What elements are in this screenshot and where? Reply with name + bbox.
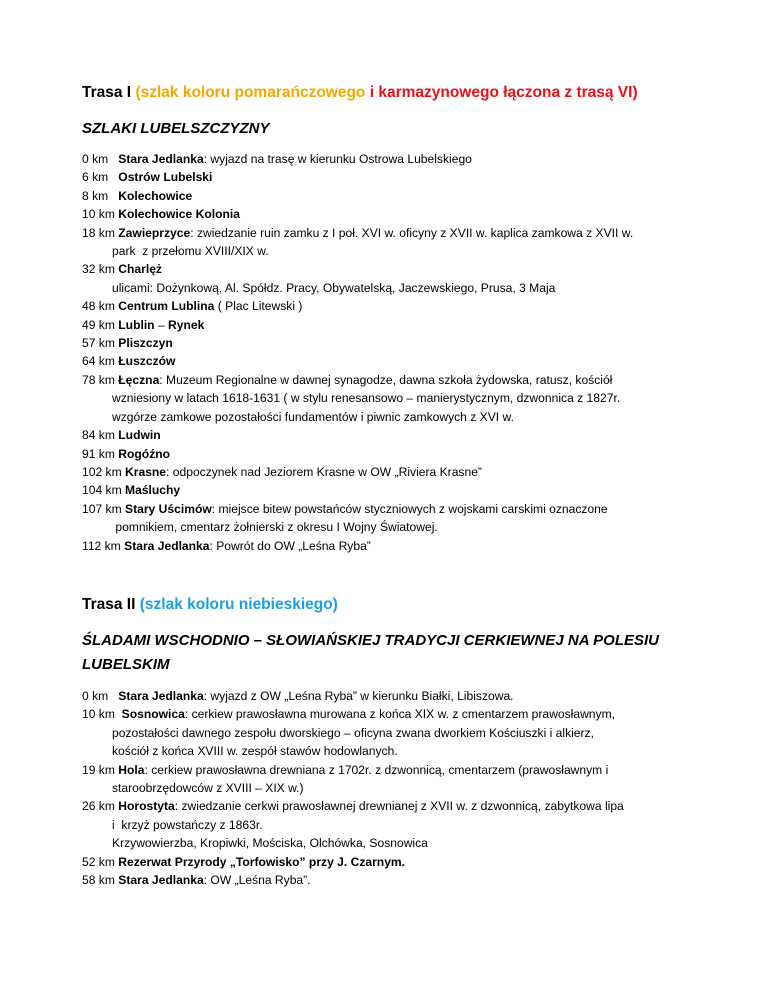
route-stop-line <box>82 224 702 242</box>
stop-description-continued: Krzywowierzba, Kropiwki, Mościska, Olchówka, Sosnowica <box>112 836 428 851</box>
route-stop-line <box>82 871 702 889</box>
stop-description: : OW „Leśna Ryba”. <box>203 873 311 888</box>
stop-name: Pliszczyn <box>118 336 173 351</box>
route-stop <box>82 500 702 537</box>
route-1-title <box>82 81 702 105</box>
route-stop-line <box>82 687 702 705</box>
route-stop-line <box>82 426 702 444</box>
stop-description: : miejsce bitew powstańców styczniowych z wojskami carskimi oznaczone <box>211 501 608 516</box>
route-stop-line <box>82 150 702 168</box>
stop-description: – <box>154 317 169 332</box>
route-stop <box>82 537 702 555</box>
stop-distance: 102 km <box>82 464 126 479</box>
route-2-title <box>82 593 702 617</box>
route-stop-line <box>82 500 702 518</box>
stop-distance: 112 km <box>82 538 125 553</box>
route-stop <box>82 705 702 760</box>
stop-description-continued: wzgórze zamkowe pozostałości fundamentów i piwnic zamkowych z XVI w. <box>112 409 514 424</box>
route-stop-line <box>82 260 702 278</box>
stop-name: Charlęż <box>118 262 162 277</box>
stop-distance: 104 km <box>82 483 126 498</box>
stop-description-continued: staroobrzędowców z XVIII – XIX w.) <box>112 781 304 796</box>
stop-name: Stara Jedlanka <box>124 538 210 553</box>
stop-distance: 10 km <box>82 707 122 722</box>
route-stop-line <box>82 371 702 389</box>
stop-name: Hola <box>118 762 145 777</box>
route-1-section <box>82 81 702 555</box>
stop-distance: 49 km <box>82 317 119 332</box>
stop-distance: 64 km <box>82 354 119 369</box>
route-2-title-prefix: Trasa II <box>82 596 140 613</box>
stop-name: Zawieprzyce <box>118 225 191 240</box>
route-stop-line <box>82 168 702 186</box>
stop-description-continued: kościół z końca XVIII w. zespół stawów hodowlanych. <box>112 744 398 759</box>
stop-name: Sosnowica <box>121 707 185 722</box>
stop-description: : zwiedzanie cerkwi prawosławnej drewnianej z XVII w. z dzwonnicą, zabytkowa lipa <box>174 799 624 814</box>
stop-description: : Powrót do OW „Leśna Ryba” <box>209 538 371 553</box>
stop-distance: 58 km <box>82 873 119 888</box>
route-stop <box>82 797 702 852</box>
route-stop <box>82 761 702 798</box>
route-stop-line <box>82 481 702 499</box>
route-stop <box>82 224 702 261</box>
stop-name: Ostrów Lubelski <box>118 170 213 185</box>
route-stop <box>82 481 702 499</box>
route-stop <box>82 150 702 168</box>
route-stop-line <box>82 297 702 315</box>
route-stop-line <box>82 187 702 205</box>
stop-description: : wyjazd z OW „Leśna Ryba” w kierunku Białki, Libiszowa. <box>203 689 514 703</box>
route-stop <box>82 463 702 481</box>
route-1-stops <box>82 150 702 555</box>
stop-name: Horostyta <box>118 799 175 814</box>
stop-name: Łuszczów <box>118 354 176 369</box>
stop-name: Lublin <box>118 317 155 332</box>
stop-distance: 26 km <box>82 799 119 814</box>
stop-name: Kolechowice <box>118 188 193 203</box>
route-stop-line <box>82 537 702 555</box>
route-stop-line <box>82 797 702 815</box>
stop-distance: 84 km <box>82 428 119 443</box>
stop-description-continued: i krzyż powstańczy z 1863r. <box>112 817 263 832</box>
stop-description: : cerkiew prawosławna drewniana z 1702r. z dzwonnicą, cmentarzem (prawosławnym i <box>144 762 609 777</box>
stop-distance: 19 km <box>82 762 119 777</box>
stop-name: Łęczna <box>118 372 160 387</box>
stop-distance: 78 km <box>82 372 119 387</box>
route-stop <box>82 426 702 444</box>
stop-name: Kolechowice Kolonia <box>118 207 240 222</box>
route-stop <box>82 871 702 889</box>
route-stop-line <box>82 761 702 779</box>
stop-description: : Muzeum Regionalne w dawnej synagodze, dawna szkoła żydowska, ratusz, kościół <box>159 372 613 387</box>
route-stop <box>82 445 702 463</box>
route-2-title-blue: (szlak koloru niebieskiego) <box>139 596 338 613</box>
stop-description: : wyjazd na trasę w kierunku Ostrowa Lubelskiego <box>203 152 472 166</box>
route-1-title-prefix: Trasa I <box>82 84 136 101</box>
route-2-subtitle: ŚLADAMI WSCHODNIO – SŁOWIAŃSKIEJ TRADYCJI CERKIEWNEJ NA POLESIU LUBELSKIM <box>82 632 659 673</box>
stop-distance: 0 km <box>82 689 119 703</box>
stop-distance: 32 km <box>82 262 119 277</box>
stop-description: ( Plac Litewski ) <box>214 299 303 314</box>
route-1-subtitle: SZLAKI LUBELSZCZYZNY <box>82 120 270 137</box>
stop-distance: 107 km <box>82 501 126 516</box>
route-stop-line <box>82 463 702 481</box>
stop-description-continued: park z przełomu XVIII/XIX w. <box>112 244 269 259</box>
route-stop <box>82 168 702 186</box>
stop-distance: 6 km <box>82 170 119 185</box>
stop-description-continued: wzniesiony w latach 1618-1631 ( w stylu renesansowo – manierystycznym, dzwonnica z 1827r. <box>112 391 621 406</box>
stop-name: Centrum Lublina <box>118 299 215 314</box>
route-stop <box>82 187 702 205</box>
stop-name: Stara Jedlanka <box>118 873 204 888</box>
route-stop <box>82 297 702 315</box>
stop-description-continued: pomnikiem, cmentarz żołnierski z okresu I Wojny Światowej. <box>112 520 438 535</box>
stop-name: Stara Jedlanka <box>118 689 204 703</box>
route-stop-line <box>82 316 702 334</box>
stop-name: Stara Jedlanka <box>118 152 204 166</box>
route-2-section <box>82 593 702 889</box>
route-stop <box>82 352 702 370</box>
stop-distance: 10 km <box>82 207 119 222</box>
stop-name: Ludwin <box>118 428 161 443</box>
stop-distance: 8 km <box>82 188 119 203</box>
route-1-title-crimson: i karmazynowego łączona z trasą VI) <box>365 84 638 101</box>
route-stop <box>82 260 702 297</box>
stop-name: Rogóźno <box>118 446 171 461</box>
stop-distance: 57 km <box>82 336 119 351</box>
stop-description: : cerkiew prawosławna murowana z końca XIX w. z cmentarzem prawosławnym, <box>184 707 616 722</box>
stop-description: : zwiedzanie ruin zamku z I poł. XVI w. oficyny z XVII w. kaplica zamkowa z XVII w. <box>190 225 634 240</box>
stop-description: : odpoczynek nad Jeziorem Krasne w OW „Riviera Krasne” <box>166 464 482 479</box>
route-stop-line <box>82 853 702 871</box>
stop-description-continued: ulicami: Dożynkową, Al. Spółdz. Pracy, Obywatelską, Jaczewskiego, Prusa, 3 Maja <box>112 280 556 295</box>
route-stop <box>82 334 702 352</box>
stop-distance: 52 km <box>82 854 119 869</box>
stop-description-continued: pozostałości dawnego zespołu dworskiego – oficyna zwana dworkiem Kościuszki i alkierz, <box>112 725 594 740</box>
stop-name: Maśluchy <box>125 483 181 498</box>
stop-name: Krasne <box>125 464 167 479</box>
route-stop <box>82 687 702 705</box>
route-stop-line <box>82 705 702 723</box>
route-stop <box>82 371 702 426</box>
stop-distance: 0 km <box>82 152 119 166</box>
route-1-title-orange: (szlak koloru pomarańczowego <box>135 84 366 101</box>
route-stop-line <box>82 352 702 370</box>
stop-name: Stary Uścimów <box>125 501 212 516</box>
stop-name-secondary: Rynek <box>168 317 205 332</box>
route-stop-line <box>82 334 702 352</box>
stop-name: Rezerwat Przyrody „Torfowisko” przy J. Czarnym. <box>118 854 406 869</box>
stop-distance: 18 km <box>82 225 119 240</box>
route-stop <box>82 316 702 334</box>
stop-distance: 48 km <box>82 299 119 314</box>
route-stop <box>82 853 702 871</box>
route-stop <box>82 205 702 223</box>
route-stop-line <box>82 205 702 223</box>
route-stop-line <box>82 445 702 463</box>
stop-distance: 91 km <box>82 446 119 461</box>
route-2-stops <box>82 687 702 889</box>
